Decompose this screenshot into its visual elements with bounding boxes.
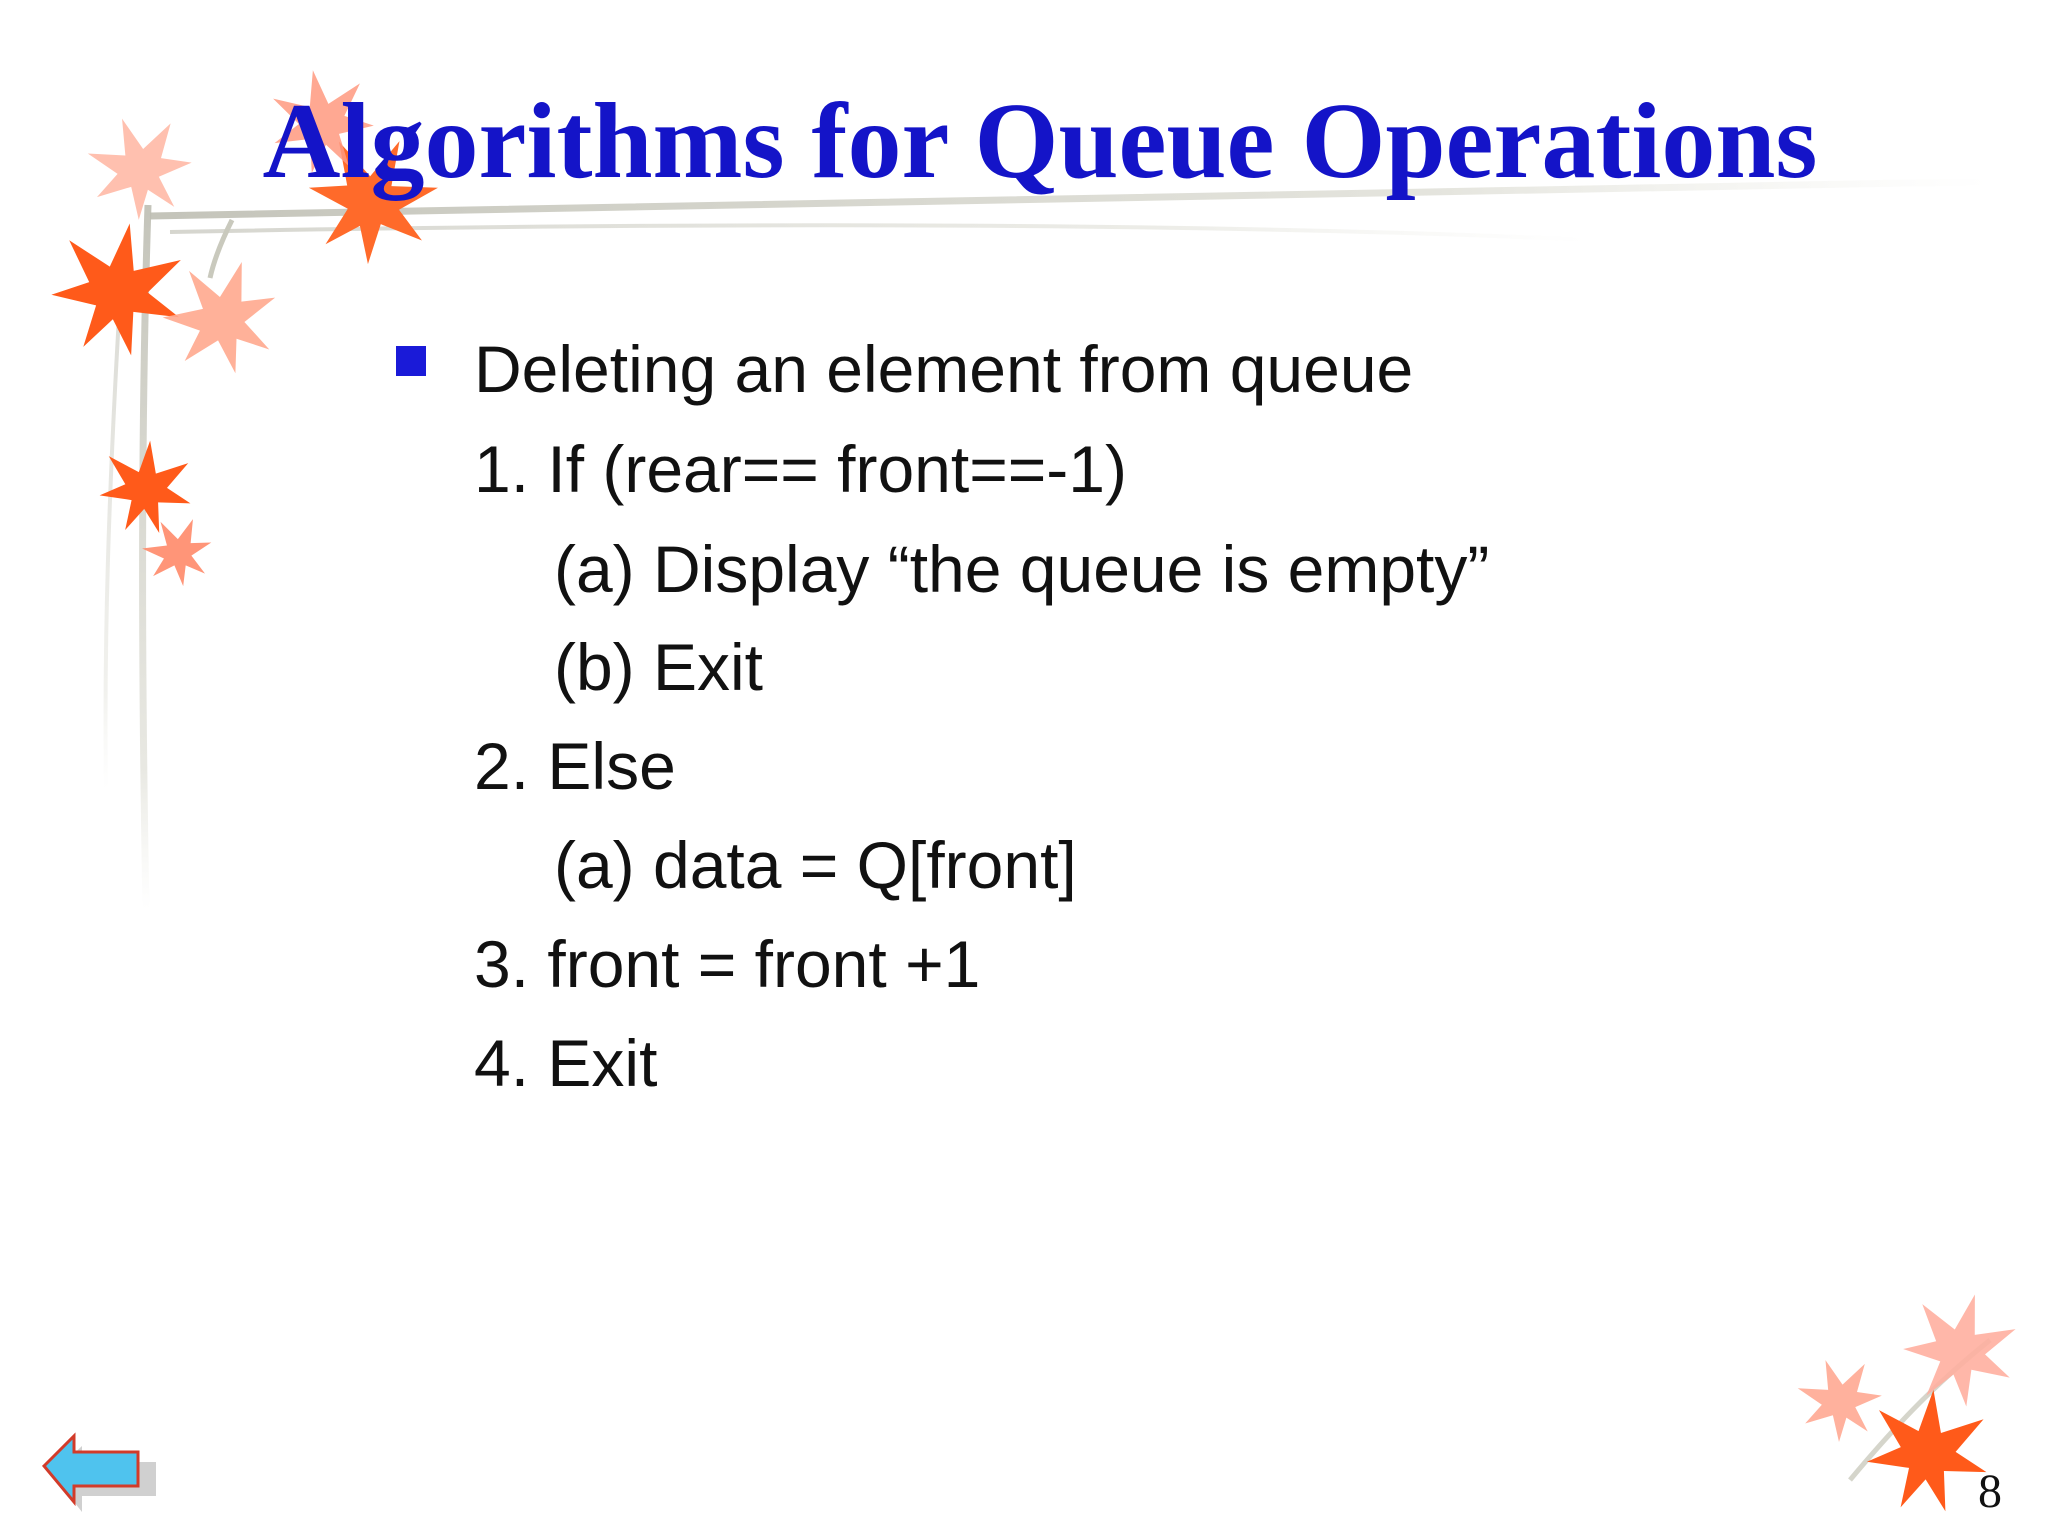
step-line: (b) Exit	[554, 630, 764, 704]
bullet-text: Deleting an element from queue	[474, 332, 1414, 406]
slide-title: Algorithms for Queue Operations	[262, 82, 1818, 201]
step-line: (a) Display “the queue is empty”	[554, 532, 1490, 606]
step-line: 2. Else	[474, 729, 676, 803]
page-number: 8	[1978, 1465, 2002, 1518]
step-line: (a) data = Q[front]	[554, 828, 1077, 902]
back-button[interactable]	[38, 1424, 168, 1514]
step-line: 4. Exit	[474, 1026, 658, 1100]
square-bullet-icon	[396, 346, 426, 376]
step-line: 3. front = front +1	[474, 927, 981, 1001]
left-arrow-icon	[38, 1424, 168, 1514]
step-line: 1. If (rear== front==-1)	[474, 432, 1127, 506]
